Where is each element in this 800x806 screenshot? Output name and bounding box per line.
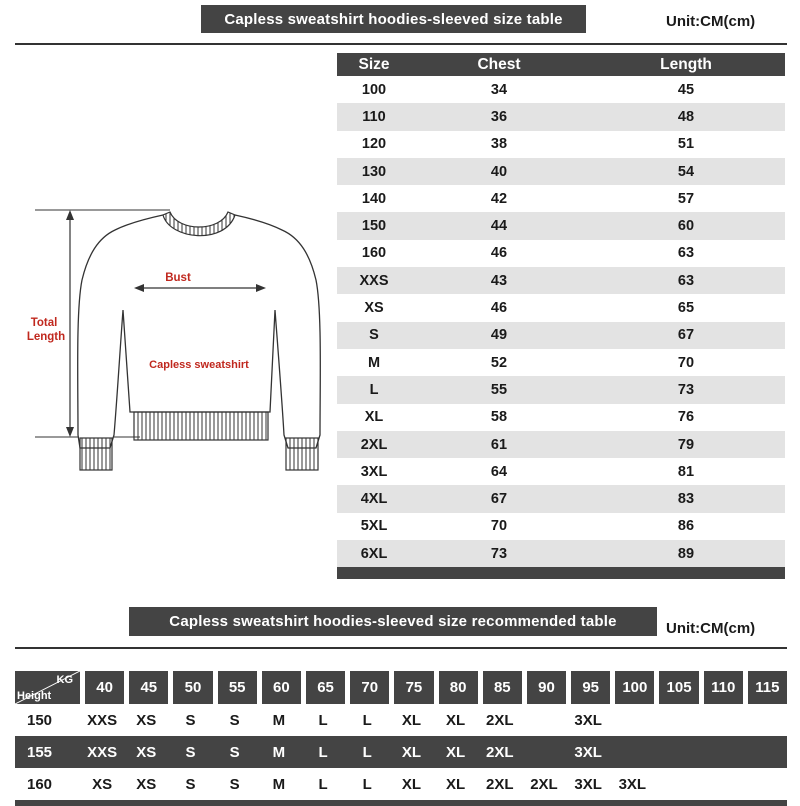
length-cell: 67	[677, 327, 695, 344]
size-cell: 3XL	[574, 711, 602, 729]
header-size: Size	[358, 55, 390, 73]
kg-header-cell: 85	[483, 671, 522, 704]
size-cell: S	[229, 775, 240, 793]
kg-header-cell: 70	[350, 671, 389, 704]
corner-cell	[15, 671, 80, 704]
length-cell: 51	[677, 136, 695, 153]
size-cell: 4XL	[360, 491, 388, 508]
chest-cell: 73	[490, 545, 508, 562]
size-cell: L	[362, 775, 372, 793]
table-row	[337, 240, 785, 267]
table-row	[337, 212, 785, 239]
size-cell: XS	[136, 775, 157, 793]
size-cell: S	[229, 743, 240, 761]
header-length: Length	[660, 55, 712, 73]
size-cell: L	[318, 775, 328, 793]
table-row	[15, 704, 787, 736]
total-length-label-2: Length	[26, 331, 66, 343]
chest-cell: 46	[490, 245, 508, 262]
length-cell: 48	[677, 108, 695, 125]
table-row	[337, 294, 785, 321]
kg-header-cell: 50	[173, 671, 212, 704]
kg-header-cell: 100	[615, 671, 654, 704]
right-cuff	[286, 438, 318, 470]
size-cell: 120	[361, 136, 387, 153]
length-cell: 65	[677, 300, 695, 317]
size-table-unit: Unit:CM(cm)	[666, 13, 756, 30]
size-cell: L	[362, 711, 372, 729]
length-cell: 83	[677, 491, 695, 508]
size-cell: 2XL	[360, 436, 388, 453]
size-cell: 2XL	[486, 775, 514, 793]
chest-cell: 52	[490, 354, 508, 371]
chest-cell: 43	[490, 272, 508, 289]
chest-cell: 44	[490, 218, 508, 235]
height-cell: 160	[27, 775, 53, 793]
recommended-table-unit: Unit:CM(cm)	[666, 620, 756, 637]
height-cell: 155	[27, 743, 53, 761]
length-cell: 70	[677, 354, 695, 371]
kg-header-cell: 75	[394, 671, 433, 704]
chest-cell: 42	[490, 190, 508, 207]
size-cell: 3XL	[574, 743, 602, 761]
size-cell: 2XL	[486, 711, 514, 729]
kg-header-cell: 80	[439, 671, 478, 704]
size-cell: XXS	[87, 711, 118, 729]
corner-height-label: Height	[17, 690, 52, 702]
hem	[134, 412, 268, 440]
chest-cell: 58	[490, 409, 508, 426]
table-row	[337, 185, 785, 212]
size-cell: XS	[136, 743, 157, 761]
size-cell: 160	[361, 245, 387, 262]
size-cell: 150	[361, 218, 387, 235]
size-table-title: Capless sweatshirt hoodies-sleeved size table	[201, 5, 586, 33]
size-cell: 3XL	[618, 775, 647, 793]
length-cell: 86	[677, 518, 695, 535]
table-row	[337, 349, 785, 376]
size-table-header	[337, 53, 785, 76]
left-cuff	[80, 438, 112, 470]
table-row	[15, 736, 787, 768]
chest-cell: 64	[490, 463, 508, 480]
table-row	[337, 431, 785, 458]
table-row	[337, 76, 785, 103]
table-row	[15, 768, 787, 800]
kg-header-cell: 65	[306, 671, 345, 704]
size-cell: 2XL	[530, 775, 558, 793]
total-length-label: Total	[30, 317, 58, 329]
chest-cell: 46	[490, 300, 508, 317]
size-cell: M	[367, 354, 381, 371]
size-cell: S	[185, 743, 196, 761]
kg-header-cell: 40	[85, 671, 124, 704]
recommended-table	[15, 671, 787, 806]
size-cell: M	[272, 743, 286, 761]
kg-header-cell: 110	[704, 671, 743, 704]
table-row	[337, 103, 785, 130]
size-cell: L	[318, 711, 328, 729]
length-cell: 57	[677, 190, 695, 207]
size-cell: 5XL	[360, 518, 388, 535]
table-row	[337, 267, 785, 294]
divider	[15, 647, 787, 649]
table-row	[337, 131, 785, 158]
recommended-table-title: Capless sweatshirt hoodies-sleeved size recommended table	[129, 607, 657, 636]
kg-header-cell: 55	[218, 671, 257, 704]
size-cell: L	[369, 381, 379, 398]
size-cell: S	[369, 327, 379, 344]
size-cell: 3XL	[360, 463, 388, 480]
size-cell: XL	[401, 775, 421, 793]
kg-header-cell: 115	[748, 671, 787, 704]
size-cell: XL	[401, 743, 421, 761]
length-cell: 63	[677, 245, 695, 262]
chest-cell: 36	[490, 108, 508, 125]
size-cell: L	[362, 743, 372, 761]
size-cell: S	[185, 711, 196, 729]
size-cell: XXS	[87, 743, 118, 761]
header-chest: Chest	[477, 55, 521, 73]
length-cell: 45	[677, 81, 695, 98]
table-row	[337, 376, 785, 403]
size-cell: 2XL	[486, 743, 514, 761]
chest-cell: 49	[490, 327, 508, 344]
table-row	[337, 458, 785, 485]
kg-header-cell: 105	[659, 671, 698, 704]
divider	[15, 43, 787, 45]
chest-cell: 40	[490, 163, 508, 180]
size-cell: L	[318, 743, 328, 761]
length-cell: 81	[677, 463, 695, 480]
size-cell: XL	[401, 711, 421, 729]
length-cell: 89	[677, 545, 695, 562]
table-row	[337, 485, 785, 512]
size-table	[337, 53, 785, 579]
kg-header-cell: 45	[129, 671, 168, 704]
recommended-table-header	[15, 671, 787, 704]
kg-header-cell: 90	[527, 671, 566, 704]
table-row	[337, 513, 785, 540]
size-cell: S	[229, 711, 240, 729]
size-cell: XS	[92, 775, 113, 793]
kg-header-cell: 95	[571, 671, 610, 704]
table-row	[337, 404, 785, 431]
size-cell: 3XL	[574, 775, 602, 793]
length-cell: 79	[677, 436, 695, 453]
size-cell: XL	[446, 775, 466, 793]
size-cell: 6XL	[360, 545, 388, 562]
length-cell: 76	[677, 409, 695, 426]
size-cell: 140	[361, 190, 387, 207]
sweatshirt-illustration	[20, 200, 330, 480]
size-cell: 100	[361, 81, 387, 98]
height-cell: 150	[27, 711, 53, 729]
length-cell: 73	[677, 381, 695, 398]
length-cell: 54	[677, 163, 695, 180]
kg-header-cell: 60	[262, 671, 301, 704]
chest-cell: 70	[490, 518, 508, 535]
bust-label: Bust	[165, 272, 191, 284]
table-footer-bar	[337, 567, 785, 579]
size-cell: XL	[446, 711, 466, 729]
size-cell: XS	[364, 300, 384, 317]
corner-kg-label: KG	[56, 674, 73, 686]
chest-cell: 67	[490, 491, 508, 508]
table-row	[337, 158, 785, 185]
chest-cell: 38	[490, 136, 508, 153]
size-cell: XL	[446, 743, 466, 761]
size-cell: XL	[364, 409, 384, 426]
table-row	[337, 322, 785, 349]
length-cell: 60	[677, 218, 695, 235]
chest-cell: 61	[490, 436, 508, 453]
size-cell: 130	[361, 163, 387, 180]
chest-cell: 55	[490, 381, 508, 398]
chest-cell: 34	[490, 81, 508, 98]
table-footer-bar	[15, 800, 787, 806]
table-row	[337, 540, 785, 567]
size-cell: M	[272, 711, 286, 729]
size-cell: M	[272, 775, 286, 793]
garment-label: Capless sweatshirt	[149, 359, 249, 371]
length-cell: 63	[677, 272, 695, 289]
size-cell: XS	[136, 711, 157, 729]
size-cell: 110	[362, 108, 386, 125]
size-cell: XXS	[359, 272, 389, 289]
size-cell: S	[185, 775, 196, 793]
